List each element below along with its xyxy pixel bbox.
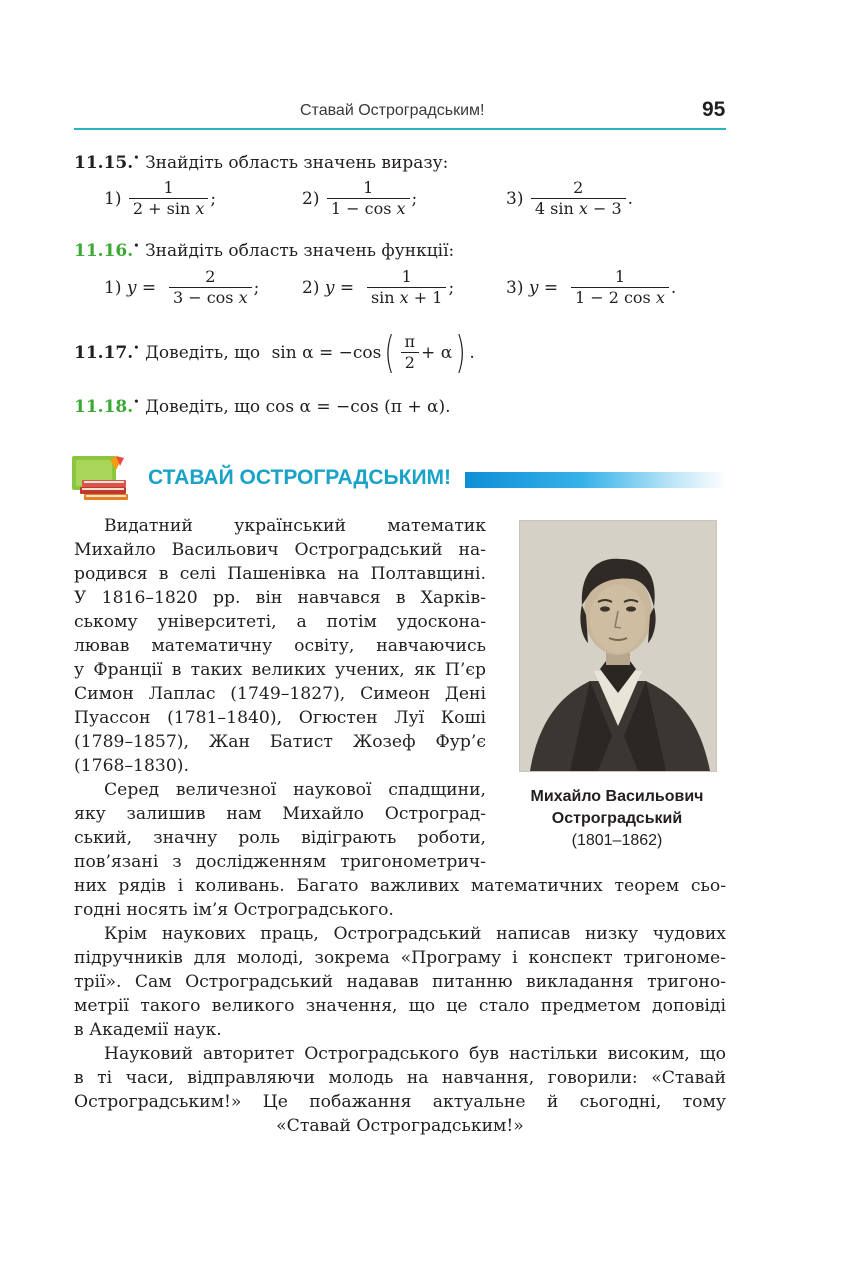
text-line: Науковий авторитет Остроградського був настільки високим, що — [104, 1044, 726, 1064]
fraction — [531, 178, 626, 219]
exercise-11-16-item-3: 3) y = $\frac{1}{\text{1 − 2 cos x}}$ . — [506, 267, 677, 307]
text-line: родився в селі Пашенівка на Полтавщині. — [74, 564, 486, 584]
paragraph-1 — [74, 514, 486, 874]
text-line: (1768–1830). — [74, 756, 189, 776]
item-label: 1) — [104, 188, 122, 209]
fraction — [367, 267, 447, 308]
exercise-11-16-item-2: 2) y = $\frac{1}{\text{sin x + 1}}$ ; — [302, 267, 455, 307]
portrait-image — [519, 520, 717, 772]
books-icon — [72, 454, 132, 502]
text-line: Серед величезної наукової спадщини, — [104, 780, 486, 800]
denominator: 4 sin x − 3 — [531, 198, 626, 219]
numerator: π — [404, 332, 416, 351]
denominator: 2 + sin x — [129, 198, 209, 219]
item-label: 2) — [302, 277, 320, 298]
exercise-number: 11.15. — [74, 153, 134, 173]
exercise-text: Знайдіть область значень виразу: — [145, 153, 449, 173]
text-line: яку залишив нам Михайло Остроград- — [74, 804, 486, 824]
numerator: 2 — [205, 267, 216, 286]
exercise-11-18 — [74, 396, 450, 418]
fraction — [327, 178, 410, 219]
running-head — [0, 98, 850, 126]
denominator: 1 − 2 cos x — [571, 287, 669, 308]
text-line: пов’язані з дослідженням тригонометрич- — [74, 852, 486, 872]
text-line: (1789–1857), Жан Батист Жозеф Фур’є — [74, 732, 486, 752]
text-line: Симон Лаплас (1749–1827), Симеон Дені — [74, 684, 486, 704]
section-bar — [465, 472, 727, 488]
formula-right: + α — [421, 342, 453, 363]
text-line: підручників для молоді, зокрема «Програму і конспект тригономе- — [74, 948, 726, 968]
paragraph-3 — [74, 922, 726, 1042]
portrait-caption — [508, 786, 726, 852]
text-line: Крім наукових праць, Остроградський написав низку чудових — [104, 924, 726, 944]
caption-name: Михайло Васильович — [530, 788, 704, 805]
difficulty-mark: • — [133, 340, 140, 354]
text-line: в Академії наук. — [74, 1020, 222, 1040]
numerator: 1 — [401, 267, 412, 286]
exercise-11-15 — [74, 152, 448, 174]
exercise-11-15-item-2: 2) $\frac{1}{\text{1 − cos x}}$ ; — [302, 178, 418, 218]
right-paren: ) — [455, 326, 466, 378]
text-line: «Ставай Остроградським!» — [276, 1116, 524, 1136]
item-label: 3) — [506, 188, 524, 209]
paragraph-4 — [74, 1042, 726, 1138]
fraction — [169, 267, 252, 308]
difficulty-mark: • — [133, 239, 140, 253]
item-label: 2) — [302, 188, 320, 209]
fraction — [401, 332, 420, 373]
caption-surname: Остроградський — [551, 810, 683, 827]
denominator: 3 − cos x — [169, 287, 252, 308]
text-line: ський, значну роль відіграють роботи, — [74, 828, 486, 848]
exercise-11-16-item-1: 1) y = $\frac{2}{\text{3 − cos x}}$ ; — [104, 267, 260, 307]
text-line: у Франції в таких великих учених, як П’єр — [74, 660, 486, 680]
item-label: 1) — [104, 277, 122, 298]
exercise-number: 11.16. — [74, 241, 134, 261]
text-line: Остроградським!» Це побажання актуальне й сьогодні, тому — [74, 1092, 726, 1112]
fraction — [571, 267, 669, 308]
difficulty-mark: • — [133, 151, 140, 165]
numerator: 1 — [163, 178, 174, 197]
text-line: годні носять ім’я Остроградського. — [74, 900, 394, 920]
text-line: них рядів і коливань. Багато важливих математичних теорем сьо- — [74, 876, 726, 896]
item-label: 3) — [506, 277, 524, 298]
caption-years: (1801–1862) — [571, 832, 663, 849]
header-rule — [74, 128, 726, 130]
exercise-11-15-item-3: 3) $\frac{2}{\text{4 sin x − 3}}$ . — [506, 178, 634, 218]
numerator: 1 — [363, 178, 374, 197]
exercise-11-16 — [74, 240, 454, 262]
text-line: ському університеті, а потім удоскона- — [74, 612, 486, 632]
fraction — [129, 178, 209, 219]
exercise-text: Знайдіть область значень функції: — [145, 241, 455, 261]
exercise-number: 11.17. — [74, 342, 134, 363]
text-line: Видатний український математик — [104, 516, 486, 536]
text-line: У 1816–1820 рр. він навчався в Харків- — [74, 588, 486, 608]
numerator: 2 — [573, 178, 584, 197]
running-title: Ставай Остроградським! — [300, 102, 485, 119]
text-line: в ті часи, відправляючи молодь на навчання, говорили: «Ставай — [74, 1068, 726, 1088]
exercise-11-17: 11.17.• Доведіть, що sin α = −cos( $\frac{\pi}{2}$ + α) . — [74, 326, 475, 378]
formula-left: sin α = −cos — [271, 342, 382, 363]
paragraph-2-continued — [74, 874, 726, 922]
denominator: 1 − cos x — [327, 198, 410, 219]
exercise-number: 11.18. — [74, 397, 134, 417]
section-title: СТАВАЙ ОСТРОГРАДСЬКИМ! — [148, 466, 452, 489]
exercise-text: Доведіть, що cos α = −cos (π + α). — [145, 397, 451, 417]
text-line: трії». Сам Остроградський надавав питанню викладання тригоно- — [74, 972, 726, 992]
text-line: метрії такого великого значення, що це стало предметом доповіді — [74, 996, 726, 1016]
page-number: 95 — [702, 98, 726, 121]
numerator: 1 — [614, 267, 625, 286]
denominator: sin x + 1 — [367, 287, 447, 308]
denominator: 2 — [401, 352, 420, 373]
exercise-text: Доведіть, що — [145, 342, 261, 363]
text-line: Пуассон (1781–1840), Огюстен Луї Коші — [74, 708, 486, 728]
difficulty-mark: • — [133, 395, 140, 409]
left-paren: ( — [384, 326, 396, 378]
text-line: лював математичну освіту, навчаючись — [74, 636, 486, 656]
exercise-11-15-item-1: 1) $\frac{1}{\text{2 + sin x}}$ ; — [104, 178, 217, 218]
text-line: Михайло Васильович Остроградський на- — [74, 540, 486, 560]
